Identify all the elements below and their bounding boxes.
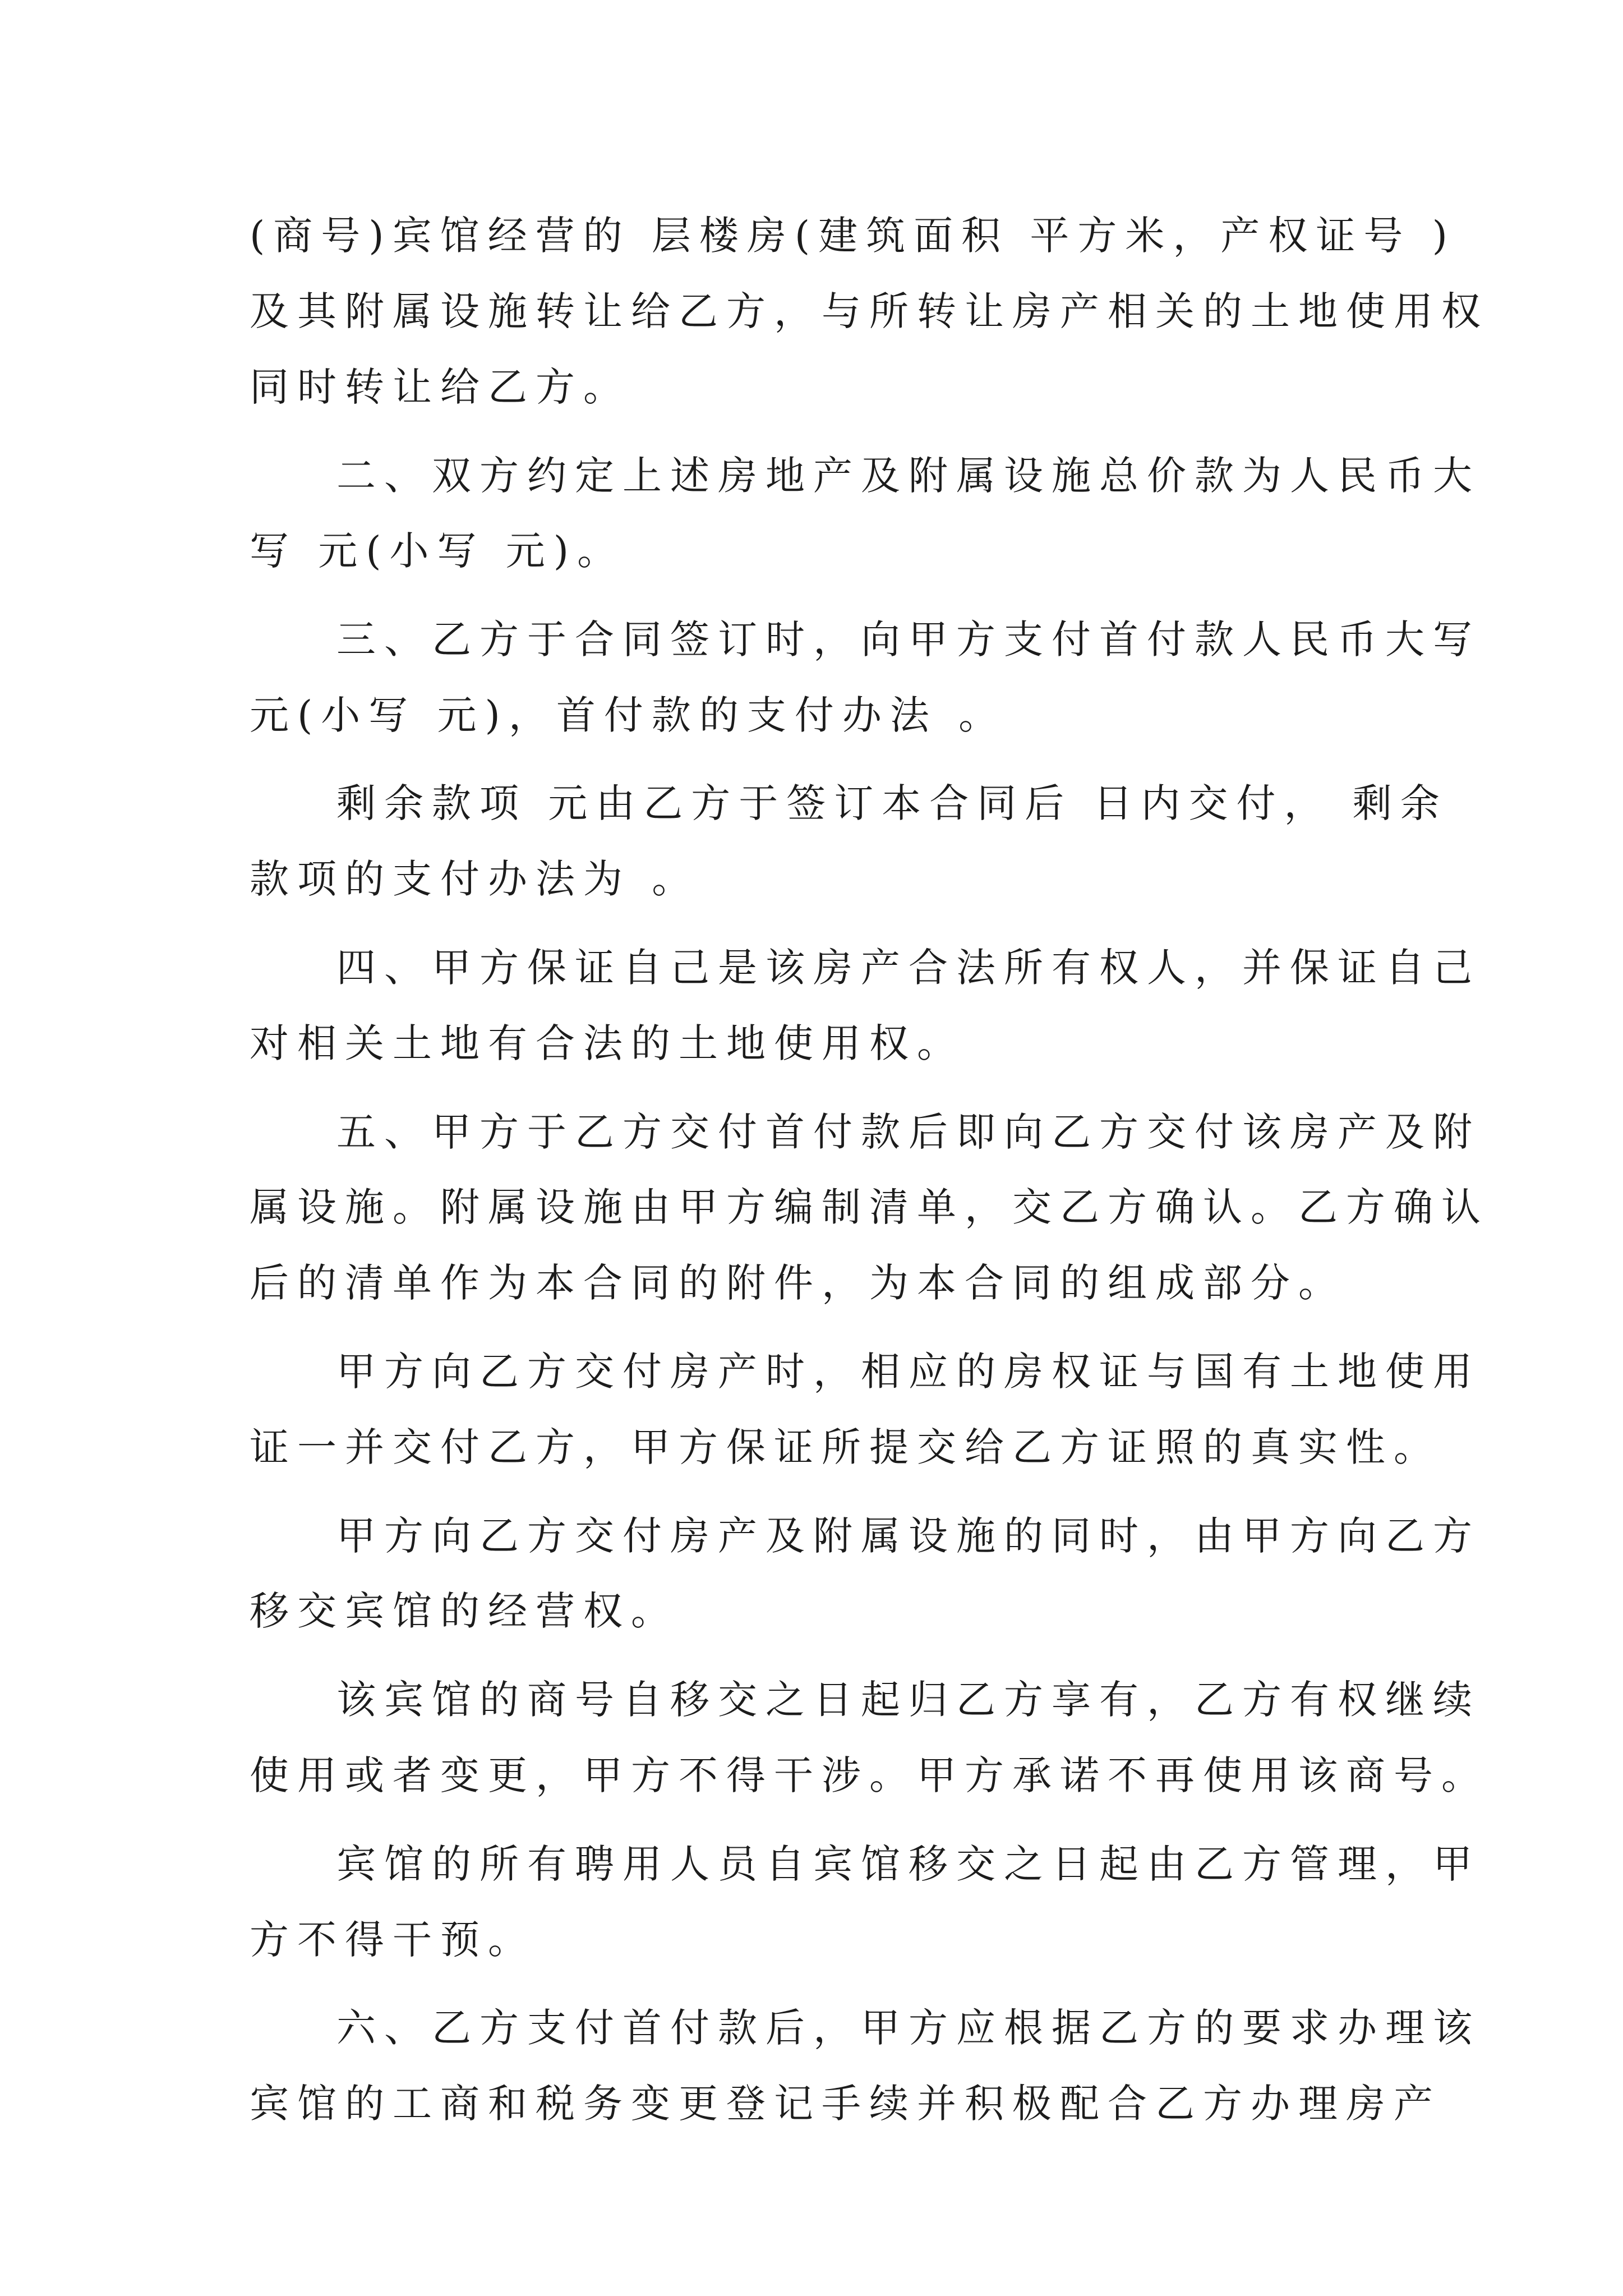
text-line: 五、甲方于乙方交付首付款后即向乙方交付该房产及附 xyxy=(336,1109,1481,1155)
text-line: 同时转让给乙方。 xyxy=(250,364,631,410)
text-line: 属设施。附属设施由甲方编制清单，交乙方确认。乙方确认 xyxy=(250,1184,1489,1230)
text-line: 款项的支付办法为 。 xyxy=(250,856,700,902)
text-line: 该宾馆的商号自移交之日起归乙方享有，乙方有权继续 xyxy=(336,1677,1481,1723)
text-line: 移交宾馆的经营权。 xyxy=(250,1588,679,1634)
text-line: 写 元(小写 元)。 xyxy=(250,528,625,574)
text-line: 甲方向乙方交付房产时，相应的房权证与国有土地使用 xyxy=(336,1349,1481,1395)
text-line: 三、乙方于合同签订时，向甲方支付首付款人民币大写 xyxy=(336,616,1481,662)
text-line: 使用或者变更，甲方不得干涉。甲方承诺不再使用该商号。 xyxy=(250,1752,1489,1798)
text-line: 后的清单作为本合同的附件，为本合同的组成部分。 xyxy=(250,1260,1346,1306)
text-line: 六、乙方支付首付款后，甲方应根据乙方的要求办理该 xyxy=(336,2005,1481,2051)
text-line: 及其附属设施转让给乙方，与所转让房产相关的土地使用权 xyxy=(250,288,1489,334)
text-line: 宾馆的所有聘用人员自宾馆移交之日起由乙方管理，甲 xyxy=(336,1841,1481,1887)
text-line: 证一并交付乙方，甲方保证所提交给乙方证照的真实性。 xyxy=(250,1424,1441,1470)
text-line: 甲方向乙方交付房产及附属设施的同时，由甲方向乙方 xyxy=(336,1513,1481,1559)
text-line: 宾馆的工商和税务变更登记手续并积极配合乙方办理房产 xyxy=(250,2081,1441,2127)
text-line: 对相关土地有合法的土地使用权。 xyxy=(250,1020,965,1066)
text-line: 元(小写 元)，首付款的支付办法 。 xyxy=(250,692,1007,738)
text-line: 二、双方约定上述房地产及附属设施总价款为人民币大 xyxy=(336,453,1481,499)
text-line: 四、甲方保证自己是该房产合法所有权人，并保证自己 xyxy=(336,945,1481,991)
text-line: 方不得干预。 xyxy=(250,1917,536,1963)
text-line: (商号)宾馆经营的 层楼房(建筑面积 平方米，产权证号 ) xyxy=(250,213,1456,259)
text-line: 剩余款项 元由乙方于签订本合同后 日内交付， 剩余 xyxy=(336,780,1448,826)
